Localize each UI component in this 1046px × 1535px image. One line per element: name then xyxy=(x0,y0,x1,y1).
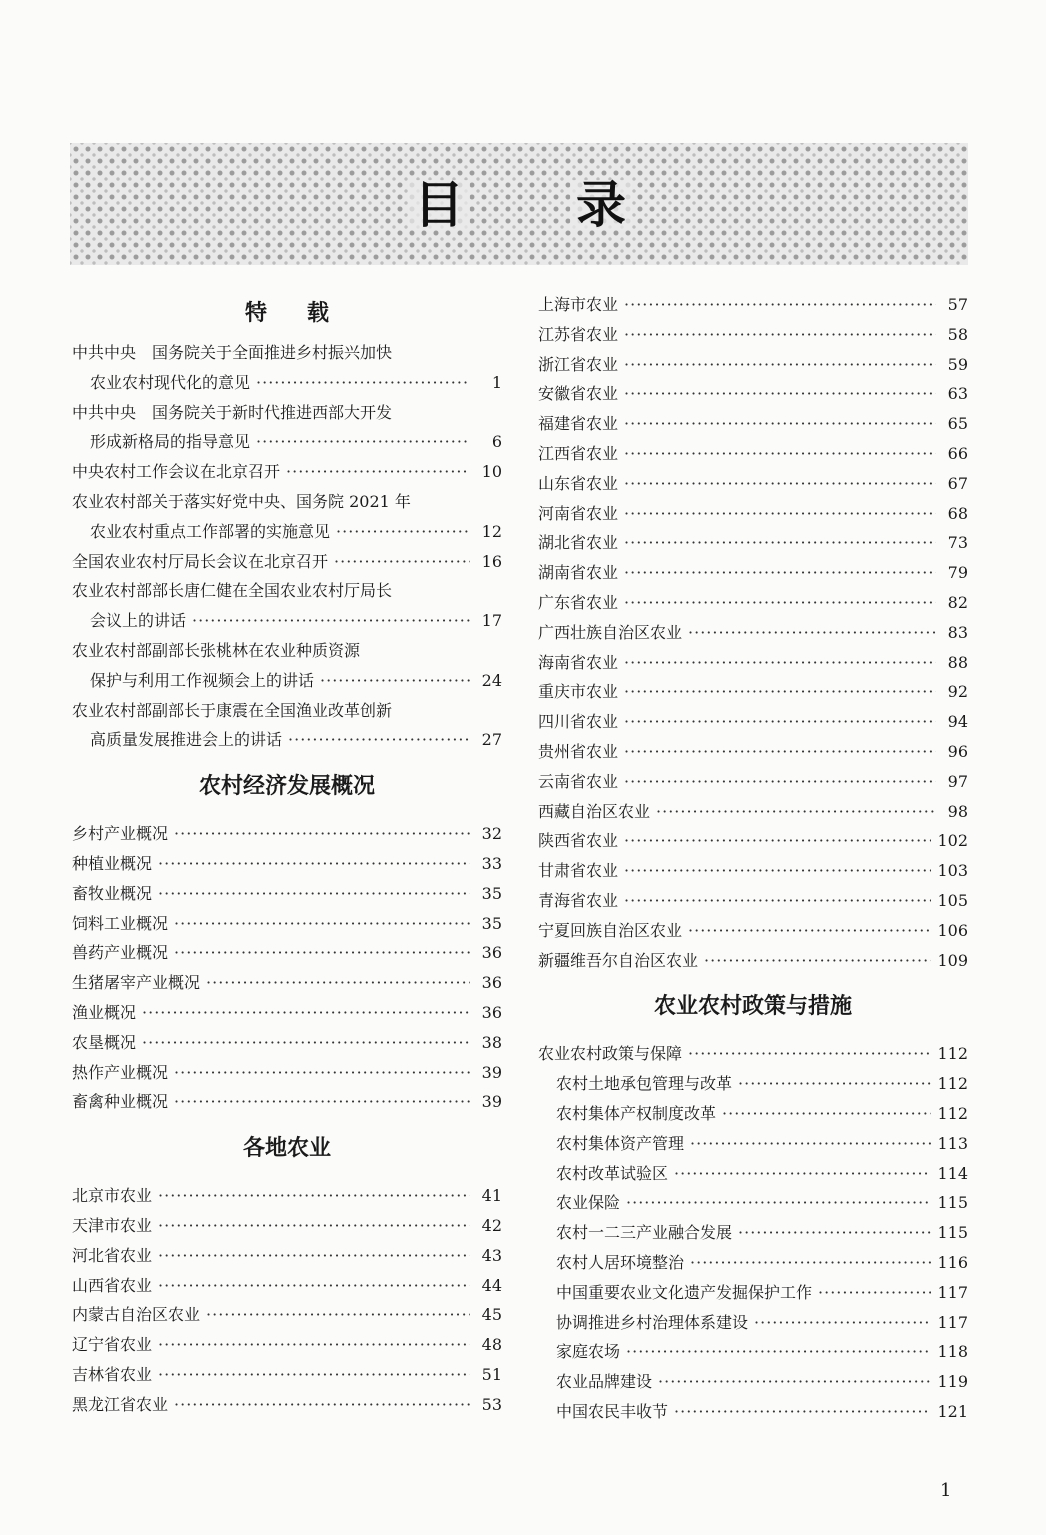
leader-dots xyxy=(158,1360,470,1390)
leader-dots xyxy=(624,588,936,618)
toc-entry[interactable] xyxy=(72,1241,502,1271)
toc-entry[interactable] xyxy=(538,946,968,976)
toc-entry-title: 内蒙古自治区农业 xyxy=(72,1305,201,1325)
toc-entry[interactable] xyxy=(72,968,502,998)
leader-dots xyxy=(754,1308,931,1338)
page-ref: 10 xyxy=(481,462,502,482)
toc-entry-title: 饲料工业概况 xyxy=(72,913,169,933)
toc-entry[interactable] xyxy=(538,320,968,350)
leader-dots xyxy=(624,677,936,707)
toc-entry-line2: 农业农村现代化的意见 xyxy=(90,372,251,392)
page-ref: 51 xyxy=(481,1364,502,1384)
toc-subentry[interactable] xyxy=(538,1337,968,1367)
toc-subentry[interactable] xyxy=(538,1218,968,1248)
toc-entry[interactable] xyxy=(538,499,968,529)
leader-dots xyxy=(256,368,470,398)
toc-entry-title: 农业农村政策与保障 xyxy=(538,1044,683,1064)
page-ref: 117 xyxy=(937,1282,968,1302)
leader-dots xyxy=(174,1058,470,1088)
toc-entry[interactable] xyxy=(538,648,968,678)
leader-dots xyxy=(624,320,936,350)
page-ref: 1 xyxy=(491,372,502,392)
leader-dots xyxy=(624,648,936,678)
page-ref: 35 xyxy=(481,913,502,933)
page-ref: 102 xyxy=(937,831,968,851)
page-ref: 33 xyxy=(481,853,502,873)
page-ref: 82 xyxy=(947,592,968,612)
toc-entry[interactable] xyxy=(538,856,968,886)
toc-entry[interactable] xyxy=(538,707,968,737)
page-ref: 96 xyxy=(947,741,968,761)
toc-entry-title: 山东省农业 xyxy=(538,473,619,493)
toc-entry[interactable] xyxy=(72,338,502,398)
toc-entry-line1: 中共中央 国务院关于全面推进乡村振兴加快 xyxy=(72,343,393,362)
leader-dots xyxy=(174,909,470,939)
toc-entry-title: 吉林省农业 xyxy=(72,1364,153,1384)
leader-dots xyxy=(688,1039,931,1069)
toc-entry[interactable] xyxy=(538,588,968,618)
leader-dots xyxy=(674,1159,931,1189)
toc-entry[interactable] xyxy=(538,409,968,439)
leader-dots xyxy=(158,1211,470,1241)
toc-entry-title: 重庆市农业 xyxy=(538,682,619,702)
leader-dots xyxy=(738,1218,931,1248)
leader-dots xyxy=(624,528,936,558)
toc-entry-title: 畜牧业概况 xyxy=(72,883,153,903)
page-ref: 38 xyxy=(481,1032,502,1052)
leader-dots xyxy=(174,1087,470,1117)
toc-entry-line2: 农业农村重点工作部署的实施意见 xyxy=(90,521,331,541)
page-ref: 88 xyxy=(947,652,968,672)
leader-dots xyxy=(624,350,936,380)
toc-entry-title: 乡村产业概况 xyxy=(72,824,169,844)
leader-dots xyxy=(690,1248,931,1278)
page-ref: 98 xyxy=(947,801,968,821)
page-ref: 73 xyxy=(947,533,968,553)
toc-entry-title: 甘肃省农业 xyxy=(538,861,619,881)
toc-entry-title: 山西省农业 xyxy=(72,1275,153,1295)
leader-dots xyxy=(624,290,936,320)
leader-dots xyxy=(174,938,470,968)
toc-entry-line2: 保护与利用工作视频会上的讲话 xyxy=(90,670,315,690)
toc-entry[interactable] xyxy=(72,1390,502,1420)
toc-entry-title: 渔业概况 xyxy=(72,1002,137,1022)
page-ref: 35 xyxy=(481,883,502,903)
page-ref: 27 xyxy=(481,730,502,750)
leader-dots xyxy=(818,1278,931,1308)
toc-entry[interactable] xyxy=(72,1058,502,1088)
toc-entry[interactable] xyxy=(72,938,502,968)
page-ref: 115 xyxy=(937,1223,968,1243)
toc-entry-title: 辽宁省农业 xyxy=(72,1335,153,1355)
page-ref: 116 xyxy=(937,1252,968,1272)
toc-entry[interactable] xyxy=(538,916,968,946)
leader-dots xyxy=(192,606,470,636)
leader-dots xyxy=(158,849,470,879)
toc-entry[interactable] xyxy=(538,826,968,856)
page-ref: 121 xyxy=(937,1401,968,1421)
toc-entry-title: 新疆维吾尔自治区农业 xyxy=(538,950,699,970)
toc-entry[interactable] xyxy=(72,1211,502,1241)
toc-subentry[interactable] xyxy=(538,1188,968,1218)
toc-entry[interactable] xyxy=(72,398,502,458)
leader-dots xyxy=(158,1241,470,1271)
page-ref: 79 xyxy=(947,563,968,583)
leader-dots xyxy=(704,946,931,976)
section-title-policy: 农业农村政策与措施 xyxy=(653,994,852,1020)
toc-entry-title: 海南省农业 xyxy=(538,652,619,672)
leader-dots xyxy=(142,998,470,1028)
leader-dots xyxy=(624,439,936,469)
toc-entry[interactable] xyxy=(538,469,968,499)
page-ref: 67 xyxy=(947,473,968,493)
toc-entry[interactable] xyxy=(72,696,502,756)
leader-dots xyxy=(674,1397,931,1427)
section-title-regional: 各地农业 xyxy=(242,1136,331,1162)
page-ref: 43 xyxy=(481,1245,502,1265)
toc-entry-title: 上海市农业 xyxy=(538,295,619,314)
toc-entry-title: 浙江省农业 xyxy=(538,354,619,374)
toc-entry-title: 安徽省农业 xyxy=(538,384,619,404)
leader-dots xyxy=(334,547,470,577)
page-ref: 66 xyxy=(947,443,968,463)
leader-dots xyxy=(624,499,936,529)
leader-dots xyxy=(624,737,936,767)
toc-entry[interactable] xyxy=(72,1271,502,1301)
toc-subentry[interactable] xyxy=(538,1278,968,1308)
page-ref: 36 xyxy=(481,943,502,963)
page-ref: 16 xyxy=(481,551,502,571)
page-ref: 63 xyxy=(947,384,968,404)
page-ref: 6 xyxy=(491,432,502,452)
toc-entry[interactable] xyxy=(72,1181,502,1211)
page-ref: 115 xyxy=(937,1193,968,1213)
toc-entry-title: 江西省农业 xyxy=(538,443,619,463)
leader-dots xyxy=(624,409,936,439)
page-ref: 36 xyxy=(481,973,502,993)
toc-entry-title: 农村土地承包管理与改革 xyxy=(556,1074,733,1094)
toc-entry[interactable] xyxy=(72,1300,502,1330)
toc-entry-title: 湖南省农业 xyxy=(538,563,619,583)
leader-dots xyxy=(688,916,931,946)
toc-entry[interactable] xyxy=(538,737,968,767)
toc-subentry[interactable] xyxy=(538,1159,968,1189)
page-ref: 45 xyxy=(481,1305,502,1325)
toc-subentry[interactable] xyxy=(538,1367,968,1397)
toc-entry-title: 西藏自治区农业 xyxy=(538,801,651,821)
section-title-special: 特载 xyxy=(244,301,369,326)
page-ref: 114 xyxy=(937,1163,968,1183)
leader-dots xyxy=(658,1367,931,1397)
page-ref: 12 xyxy=(481,521,502,541)
toc-entry[interactable] xyxy=(72,819,502,849)
page-ref: 92 xyxy=(947,682,968,702)
toc-entry-line2: 形成新格局的指导意见 xyxy=(90,432,251,452)
toc-entry-title: 农业品牌建设 xyxy=(556,1372,653,1392)
page-ref: 42 xyxy=(481,1215,502,1235)
toc-subentry[interactable] xyxy=(538,1248,968,1278)
toc-subentry[interactable] xyxy=(538,1129,968,1159)
toc-entry-title: 广东省农业 xyxy=(538,592,619,612)
toc-entry-title: 热作产业概况 xyxy=(72,1062,169,1082)
toc-entry[interactable] xyxy=(72,879,502,909)
toc-entry[interactable] xyxy=(538,379,968,409)
leader-dots xyxy=(320,666,470,696)
page-ref: 65 xyxy=(947,414,968,434)
page-ref: 83 xyxy=(947,622,968,642)
toc-subentry[interactable] xyxy=(538,1397,968,1427)
toc-entry-title: 中央农村工作会议在北京召开 xyxy=(72,462,281,482)
toc-entry-title: 农业保险 xyxy=(556,1193,621,1213)
toc-entry[interactable] xyxy=(72,849,502,879)
toc-entry[interactable] xyxy=(72,1028,502,1058)
leader-dots xyxy=(336,517,470,547)
leader-dots xyxy=(174,1390,470,1420)
leader-dots xyxy=(158,1330,470,1360)
page-ref: 117 xyxy=(937,1312,968,1332)
toc-subentry[interactable] xyxy=(538,1069,968,1099)
page-ref: 32 xyxy=(481,824,502,844)
toc-subentry[interactable] xyxy=(538,1099,968,1129)
toc-left-column xyxy=(72,290,502,1420)
toc-entry[interactable] xyxy=(72,547,502,577)
toc-entry-title: 中国农民丰收节 xyxy=(556,1401,669,1421)
toc-entry-line1: 农业农村部副部长于康震在全国渔业改革创新 xyxy=(72,700,393,720)
toc-entry[interactable] xyxy=(538,558,968,588)
toc-entry[interactable] xyxy=(538,1039,968,1069)
toc-entry[interactable] xyxy=(538,767,968,797)
toc-entry[interactable] xyxy=(72,576,502,636)
leader-dots xyxy=(688,618,936,648)
page-ref: 109 xyxy=(937,950,968,970)
toc-entry-title: 福建省农业 xyxy=(538,414,619,434)
toc-entry-line1: 中共中央 国务院关于新时代推进西部大开发 xyxy=(72,402,393,422)
page-ref: 44 xyxy=(481,1275,502,1295)
toc-entry[interactable] xyxy=(72,909,502,939)
page-ref: 58 xyxy=(947,324,968,344)
toc-entry-line2: 会议上的讲话 xyxy=(90,611,187,631)
toc-entry-line1: 农业农村部关于落实好党中央、国务院 2021 年 xyxy=(72,491,411,511)
toc-entry-line1: 农业农村部副部长张桃林在农业种质资源 xyxy=(72,640,361,660)
leader-dots xyxy=(158,879,470,909)
toc-entry[interactable] xyxy=(538,528,968,558)
toc-entry[interactable] xyxy=(72,1087,502,1117)
leader-dots xyxy=(206,968,470,998)
page-ref: 53 xyxy=(481,1394,502,1414)
toc-entry-title: 家庭农场 xyxy=(556,1342,621,1362)
leader-dots xyxy=(690,1129,931,1159)
toc-entry-line1: 农业农村部部长唐仁健在全国农业农村厅局长 xyxy=(72,581,393,601)
leader-dots xyxy=(624,469,936,499)
toc-entry[interactable] xyxy=(72,998,502,1028)
page-ref: 59 xyxy=(947,354,968,374)
leader-dots xyxy=(626,1188,931,1218)
page-ref: 57 xyxy=(947,295,968,314)
toc-entry[interactable] xyxy=(538,439,968,469)
banner-title-char-2: 录 xyxy=(570,180,632,230)
toc-entry[interactable] xyxy=(538,797,968,827)
toc-entry-title: 四川省农业 xyxy=(538,712,619,732)
leader-dots xyxy=(722,1099,931,1129)
page-ref: 118 xyxy=(937,1342,968,1362)
page-ref: 68 xyxy=(947,503,968,523)
leader-dots xyxy=(624,886,931,916)
page-ref: 97 xyxy=(947,771,968,791)
toc-entry-title: 农村集体资产管理 xyxy=(556,1133,685,1153)
page-ref: 41 xyxy=(481,1186,502,1206)
page-ref: 94 xyxy=(947,712,968,732)
section-title-rural-economy: 农村经济发展概况 xyxy=(198,774,375,800)
toc-entry[interactable] xyxy=(72,457,502,487)
toc-entry-line2: 高质量发展推进会上的讲话 xyxy=(90,730,283,750)
toc-entry-title: 陕西省农业 xyxy=(538,831,619,851)
toc-entry-title: 生猪屠宰产业概况 xyxy=(72,973,201,993)
toc-entry-title: 河北省农业 xyxy=(72,1245,153,1265)
page-ref: 112 xyxy=(937,1103,968,1123)
page-ref: 119 xyxy=(937,1372,968,1392)
leader-dots xyxy=(286,457,470,487)
leader-dots xyxy=(738,1069,931,1099)
leader-dots xyxy=(142,1028,470,1058)
page-ref: 24 xyxy=(481,670,502,690)
toc-entry-title: 广西壮族自治区农业 xyxy=(538,622,683,642)
banner-title xyxy=(370,173,670,237)
toc-entry[interactable] xyxy=(72,636,502,696)
page-ref: 113 xyxy=(937,1133,968,1153)
page-ref: 106 xyxy=(937,920,968,940)
leader-dots xyxy=(158,1181,470,1211)
leader-dots xyxy=(174,819,470,849)
toc-right-column xyxy=(538,290,968,1427)
banner-title-char-1: 目 xyxy=(408,180,470,230)
toc-entry-title: 江苏省农业 xyxy=(538,324,619,344)
toc-entry-title: 河南省农业 xyxy=(538,503,619,523)
leader-dots xyxy=(624,558,936,588)
leader-dots xyxy=(624,767,936,797)
toc-entry-title: 贵州省农业 xyxy=(538,741,619,761)
toc-entry-title: 湖北省农业 xyxy=(538,533,619,553)
toc-entry[interactable] xyxy=(538,886,968,916)
toc-entry-title: 农村集体产权制度改革 xyxy=(556,1103,717,1123)
leader-dots xyxy=(256,427,470,457)
title-banner xyxy=(70,143,968,265)
toc-subentry[interactable] xyxy=(538,1308,968,1338)
leader-dots xyxy=(158,1271,470,1301)
leader-dots xyxy=(624,379,936,409)
page-ref: 112 xyxy=(937,1044,968,1064)
leader-dots xyxy=(624,826,931,856)
toc-entry-title: 兽药产业概况 xyxy=(72,943,169,963)
page-ref: 17 xyxy=(481,611,502,631)
toc-entry-title: 农村改革试验区 xyxy=(556,1163,669,1183)
page-ref: 48 xyxy=(481,1335,502,1355)
toc-entry-title: 宁夏回族自治区农业 xyxy=(538,920,683,940)
toc-entry[interactable] xyxy=(538,618,968,648)
page-ref: 39 xyxy=(481,1062,502,1082)
toc-entry[interactable] xyxy=(72,1360,502,1390)
toc-entry-title: 全国农业农村厅局长会议在北京召开 xyxy=(72,551,329,571)
toc-entry[interactable] xyxy=(72,487,502,547)
toc-entry[interactable] xyxy=(72,1330,502,1360)
page-number: 1 xyxy=(940,1480,952,1501)
toc-entry-title: 北京市农业 xyxy=(72,1186,153,1206)
leader-dots xyxy=(288,725,470,755)
toc-entry-title: 畜禽种业概况 xyxy=(72,1092,169,1112)
toc-entry-title: 云南省农业 xyxy=(538,771,619,791)
toc-entry-title: 农村一二三产业融合发展 xyxy=(556,1223,733,1243)
toc-entry-title: 天津市农业 xyxy=(72,1215,153,1235)
toc-entry[interactable] xyxy=(538,290,968,320)
toc-entry-title: 青海省农业 xyxy=(538,890,619,910)
leader-dots xyxy=(624,707,936,737)
page-ref: 36 xyxy=(481,1002,502,1022)
page-ref: 39 xyxy=(481,1092,502,1112)
page-ref: 105 xyxy=(937,890,968,910)
toc-entry-title: 黑龙江省农业 xyxy=(72,1394,169,1414)
toc-entry-title: 协调推进乡村治理体系建设 xyxy=(556,1312,749,1332)
toc-entry-title: 种植业概况 xyxy=(72,853,153,873)
leader-dots xyxy=(624,856,931,886)
toc-entry-title: 农村人居环境整治 xyxy=(556,1252,685,1272)
leader-dots xyxy=(626,1337,931,1367)
page-ref: 112 xyxy=(937,1074,968,1094)
toc-entry[interactable] xyxy=(538,677,968,707)
toc-entry[interactable] xyxy=(538,350,968,380)
leader-dots xyxy=(656,797,936,827)
leader-dots xyxy=(206,1300,470,1330)
toc-entry-title: 中国重要农业文化遗产发掘保护工作 xyxy=(556,1282,813,1302)
page-ref: 103 xyxy=(937,861,968,881)
toc-entry-title: 农垦概况 xyxy=(72,1032,137,1052)
